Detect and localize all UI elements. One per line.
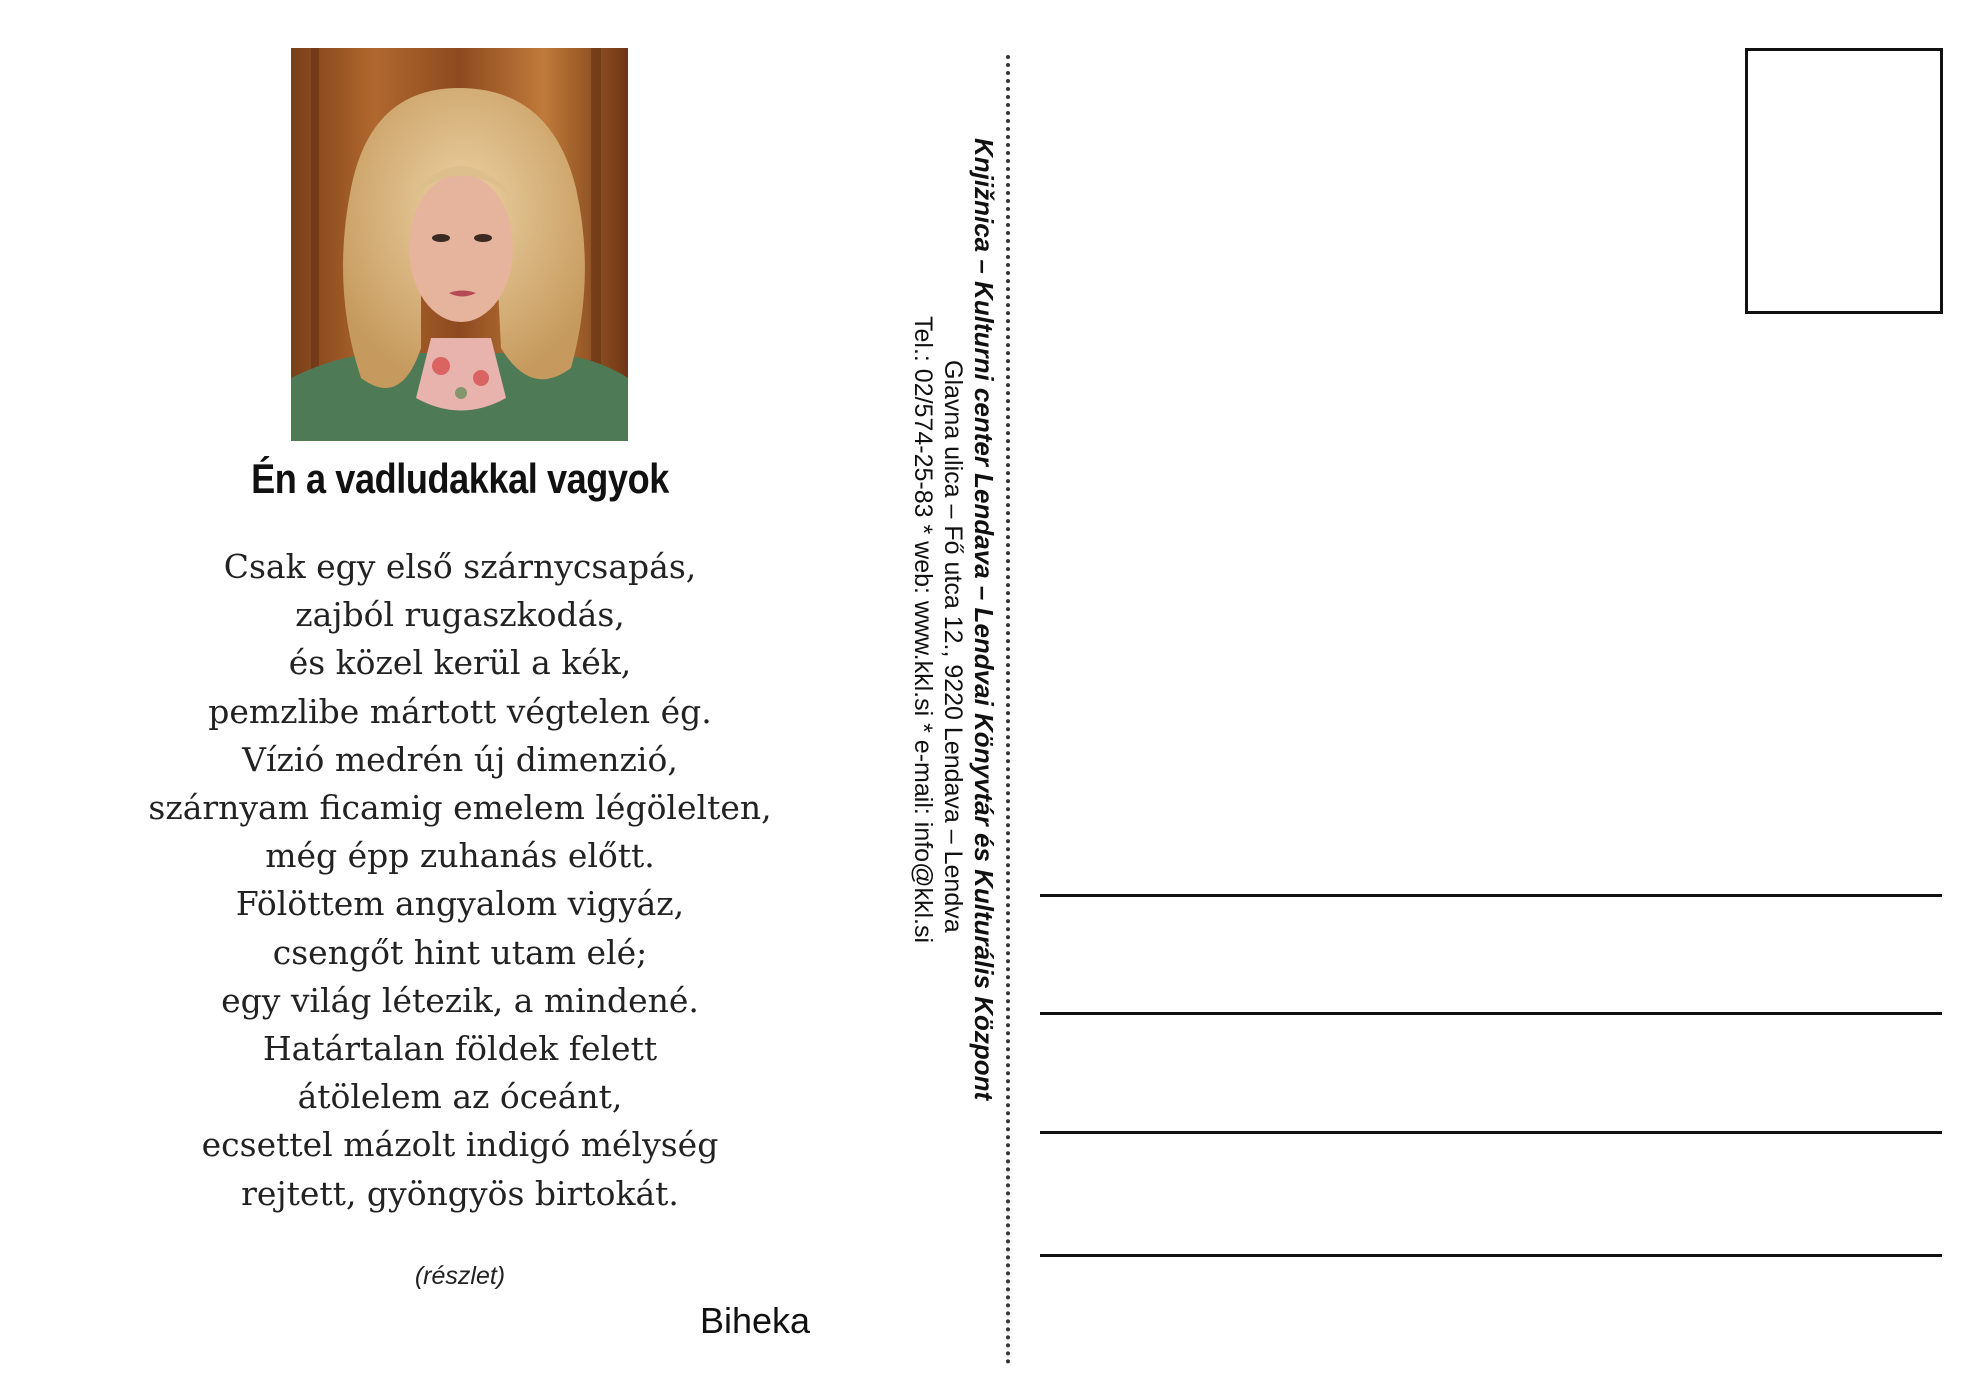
- poem-line: ecsettel mázolt indigó mélység: [201, 1125, 719, 1165]
- poem-line: átölelem az óceánt,: [297, 1077, 623, 1117]
- stamp-box: [1745, 48, 1943, 314]
- poem-line: szárnyam ficamig emelem légölelten,: [148, 788, 772, 828]
- author-portrait-photo: [291, 48, 628, 441]
- poem-line: csengőt hint utam elé;: [272, 932, 648, 972]
- address-line: [1040, 1131, 1942, 1134]
- poem-line: rejtett, gyöngyös birtokát.: [241, 1173, 679, 1213]
- sender-contact: Tel.: 02/574-25-83 * web: www.kkl.si * e-mail: info@kkl.si: [909, 316, 937, 944]
- poem-line: zajból rugaszkodás,: [295, 595, 625, 635]
- poem-line: Csak egy első szárnycsapás,: [223, 547, 697, 586]
- poem-line: és közel kerül a kék,: [288, 643, 632, 683]
- poem-line: pemzlibe mártott végtelen ég.: [208, 691, 712, 731]
- poem-line: még épp zuhanás előtt.: [265, 836, 655, 876]
- poem-line: egy világ létezik, a mindené.: [221, 980, 699, 1020]
- poem-body: [100, 543, 820, 1218]
- excerpt-note: (részlet): [414, 1262, 506, 1290]
- address-line: [1040, 1012, 1942, 1015]
- poem-line: Határtalan földek felett: [262, 1029, 658, 1069]
- poem-title: Én a vadludakkal vagyok: [251, 455, 669, 502]
- postcard-divider: [1006, 55, 1010, 1365]
- poem-line: Vízió medrén új dimenzió,: [242, 739, 678, 779]
- address-line: [1040, 894, 1942, 897]
- address-line: [1040, 1254, 1942, 1257]
- sender-name: Knjižnica – Kulturni center Lendava – Lendvai Könyvtár és Kulturális Központ: [969, 138, 999, 1101]
- sender-info: [908, 138, 1000, 1100]
- sender-address: Glavna ulica – Fő utca 12., 9220 Lendava – Lendva: [939, 360, 967, 933]
- poem-author: Biheka: [700, 1300, 811, 1341]
- poem-line: Fölöttem angyalom vigyáz,: [235, 884, 685, 924]
